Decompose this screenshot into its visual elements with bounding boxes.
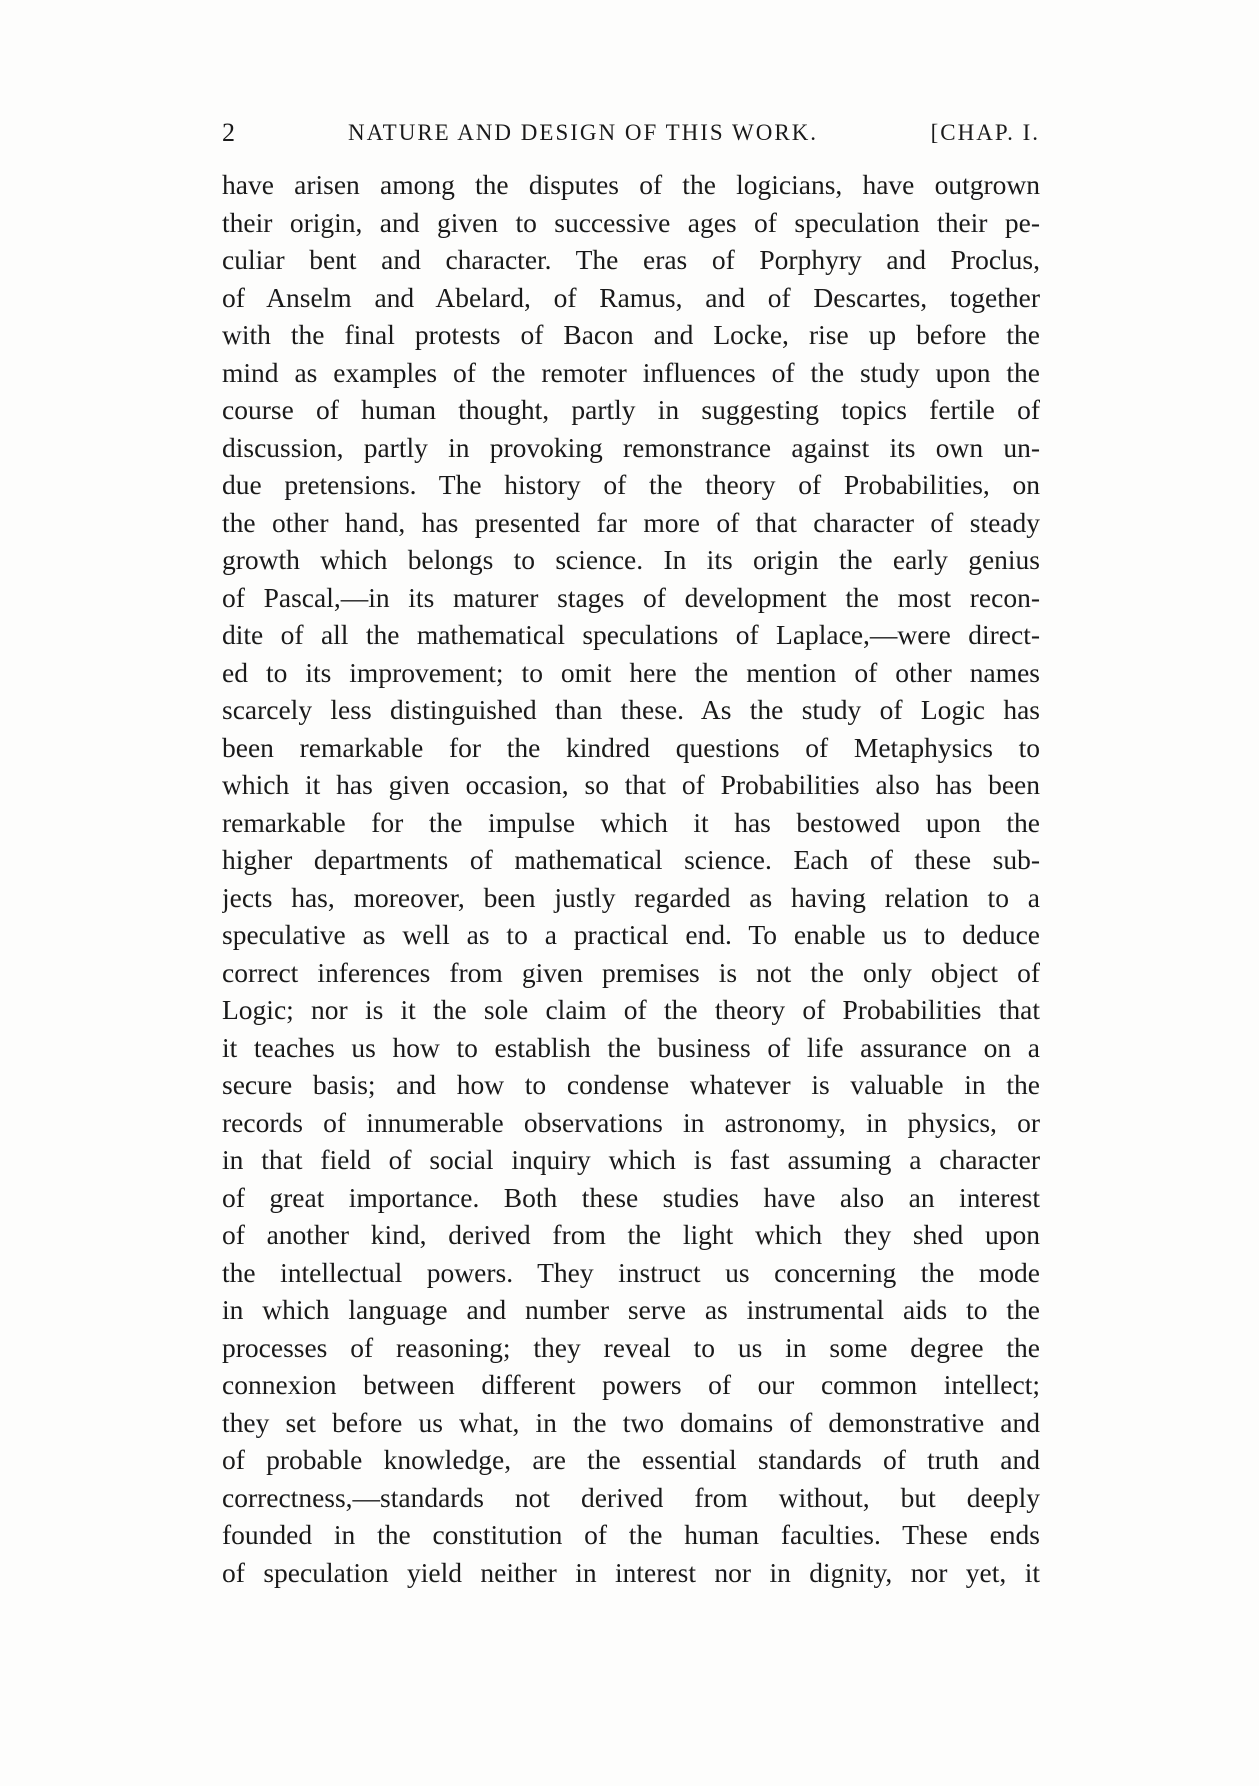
text-line: in that field of social inquiry which is fast assuming a character: [222, 1144, 1040, 1175]
text-line: scarcely less distinguished than these. As the study of Logic has: [222, 694, 1040, 725]
text-line: the intellectual powers. They instruct us concerning the mode: [222, 1256, 1040, 1288]
text-line: of Anselm and Abelard, of Ramus, and of Descartes, together: [222, 281, 1040, 313]
text-line: it teaches us how to establish the business of life assurance on a: [222, 1031, 1040, 1063]
text-line: Logic; nor is it the sole claim of the theory of Probabilities that: [222, 994, 1040, 1025]
text-line: correctness,—standards not derived from without, but deeply: [222, 1481, 1040, 1513]
text-line: founded in the constitution of the human faculties. These ends: [222, 1519, 1040, 1550]
text-line: remarkable for the impulse which it has bestowed upon the: [222, 806, 1040, 838]
text-line: correct inferences from given premises is not the only object of: [222, 956, 1040, 988]
text-line: course of human thought, partly in suggesting topics fertile of: [222, 394, 1040, 425]
text-line: ed to its improvement; to omit here the mention of other names: [222, 656, 1040, 688]
text-line: been remarkable for the kindred questions of Metaphysics to: [222, 731, 1040, 763]
text-line: of probable knowledge, are the essential standards of truth and: [222, 1444, 1040, 1475]
text-line: they set before us what, in the two domains of demonstrative and: [222, 1406, 1040, 1438]
text-line: in which language and number serve as instrumental aids to the: [222, 1294, 1040, 1325]
running-head: [222, 113, 1040, 153]
text-line: with the final protests of Bacon and Locke, rise up before the: [222, 319, 1040, 350]
text-line: due pretensions. The history of the theory of Probabilities, on: [222, 469, 1040, 500]
text-line: the other hand, has presented far more of that character of steady: [222, 506, 1040, 538]
text-line: records of innumerable observations in astronomy, in physics, or: [222, 1106, 1040, 1138]
chapter-label: [CHAP. I.: [930, 120, 1040, 145]
text-line: which it has given occasion, so that of Probabilities also has been: [222, 769, 1040, 800]
text-line: of Pascal,—in its maturer stages of development the most recon-: [222, 581, 1040, 613]
text-line: processes of reasoning; they reveal to us in some degree the: [222, 1331, 1040, 1363]
text-line: of another kind, derived from the light which they shed upon: [222, 1219, 1040, 1250]
text-line: culiar bent and character. The eras of Porphyry and Proclus,: [222, 244, 1040, 275]
text-line: jects has, moreover, been justly regarded as having relation to a: [222, 881, 1040, 913]
page-number: 2: [222, 118, 236, 147]
text-line: of speculation yield neither in interest nor in dignity, nor yet, it: [222, 1556, 1040, 1588]
text-line: have arisen among the disputes of the logicians, have outgrown: [222, 169, 1040, 200]
text-line: dite of all the mathematical speculations of Laplace,—were direct-: [222, 619, 1040, 650]
text-line: connexion between different powers of our common intellect;: [222, 1369, 1040, 1400]
text-line: higher departments of mathematical science. Each of these sub-: [222, 844, 1040, 875]
text-line: growth which belongs to science. In its origin the early genius: [222, 544, 1040, 575]
running-title: NATURE AND DESIGN OF THIS WORK.: [348, 120, 819, 145]
body-text: [222, 166, 1040, 1591]
text-line: of great importance. Both these studies have also an interest: [222, 1181, 1040, 1213]
text-line: speculative as well as to a practical end. To enable us to deduce: [222, 919, 1040, 950]
text-line: secure basis; and how to condense whatever is valuable in the: [222, 1069, 1040, 1100]
text-line: discussion, partly in provoking remonstrance against its own un-: [222, 431, 1040, 463]
text-line: their origin, and given to successive ages of speculation their pe-: [222, 206, 1040, 238]
text-line: mind as examples of the remoter influences of the study upon the: [222, 356, 1040, 388]
